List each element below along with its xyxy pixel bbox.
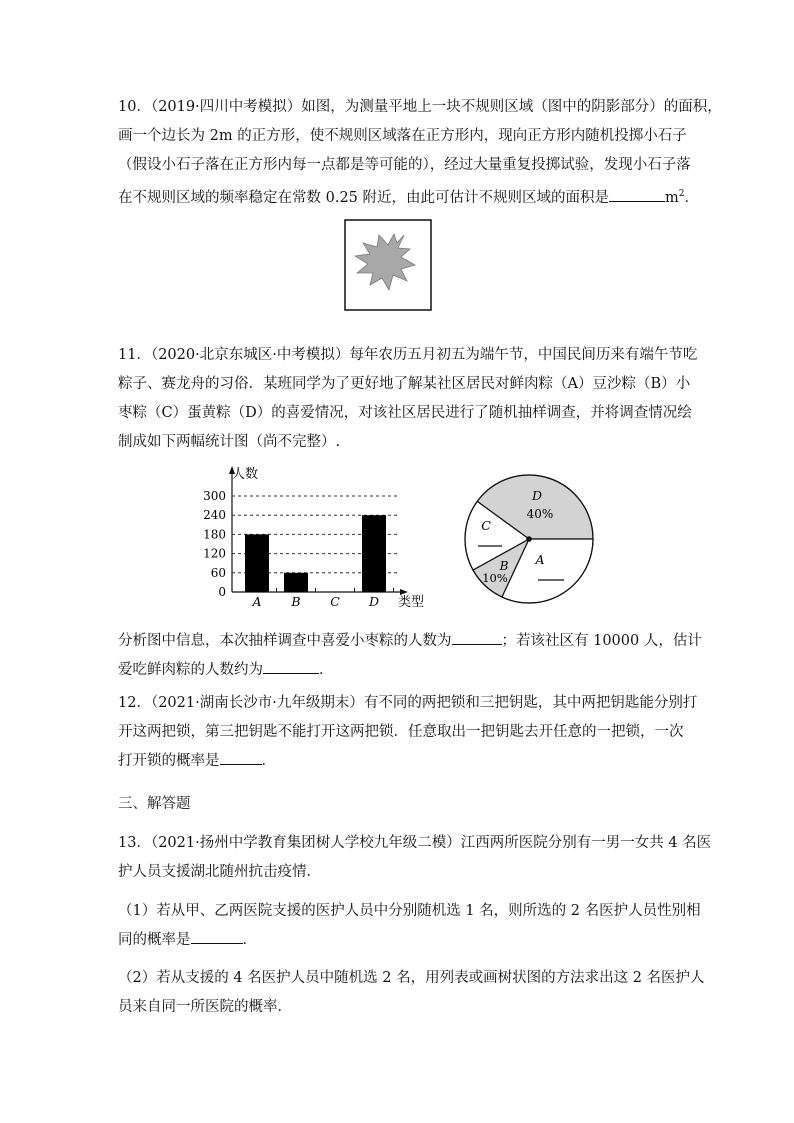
- q13-p2-line-1: （2）若从支援的 4 名医护人员中随机选 2 名，用列表或画树状图的方法求出这 2 名医护人: [118, 970, 705, 986]
- pie-center: [526, 536, 532, 542]
- q11-line-2: 粽子、赛龙舟的习俗．某班同学为了更好地了解某社区居民对鲜肉粽（A）豆沙粽（B）小: [118, 376, 691, 392]
- answer-blank: [263, 659, 319, 674]
- question-13: [118, 829, 712, 887]
- pie-label-d: D: [531, 488, 543, 503]
- pie-percent-d: 40%: [526, 507, 554, 521]
- x-tick-label: C: [330, 594, 340, 609]
- irregular-region-figure: [344, 219, 432, 311]
- q13-line-2: 护人员支援湖北随州抗击疫情．: [118, 864, 321, 880]
- q11-line-1: 11．（2020·北京东城区·中考模拟）每年农历五月初五为端午节，中国民间历来有端午节吃: [118, 347, 698, 363]
- y-tick-label: 300: [203, 489, 226, 503]
- question-13-part-1: [118, 897, 701, 955]
- pie-label-a: A: [535, 552, 545, 567]
- q13-line-1: 13．（2021·扬州中学教育集团树人学校九年级二模）江西两所医院分别有一男一女共 4 名医: [118, 835, 712, 851]
- q12-line-1: 12．（2021·湖南长沙市·九年级期末）有不同的两把锁和三把钥匙，其中两把钥匙能分别打: [118, 695, 698, 711]
- q10-line-3: （假设小石子落在正方形内每一点都是等可能的），经过大量重复投掷试验，发现小石子落: [118, 157, 691, 173]
- question-13-part-2: [118, 964, 705, 1022]
- q10-line-2: 画一个边长为 2m 的正方形，使不规则区域落在正方形内，现向正方形内随机投掷小石子: [118, 128, 687, 144]
- bar-b: [284, 573, 308, 592]
- question-10: [118, 93, 722, 213]
- y-tick-label: 120: [203, 546, 226, 561]
- q10-line-4: 在不规则区域的频率稳定在常数 0.25 附近，由此可估计不规则区域的面积是 $m^2$．: [118, 180, 684, 213]
- q11-after-line-1: 分析图中信息，本次抽样调查中喜爱小枣粽的人数为 ；若该社区有 10000 人，估计: [118, 627, 684, 656]
- x-tick-label: A: [252, 594, 262, 609]
- x-axis-label: 类型: [398, 595, 425, 610]
- y-tick-label: 0: [218, 585, 226, 599]
- q10-line-1: 10．（2019·四川中考模拟）如图，为测量平地上一块不规则区域（图中的阴影部分）的面积，: [118, 99, 722, 115]
- q11-line-4: 制成如下两幅统计图（尚不完整）.: [118, 434, 341, 450]
- answer-blank: [220, 750, 262, 765]
- q11-line-3: 枣粽（C）蛋黄粽（D）的喜爱情况，对该社区居民进行了随机抽样调查，并将调查情况绘: [118, 405, 692, 421]
- y-tick-label: 60: [210, 565, 226, 580]
- y-tick-label: 240: [203, 508, 226, 523]
- y-tick-label: 180: [203, 527, 226, 542]
- y-axis-label: 人数: [232, 467, 259, 482]
- pie-label-c: C: [481, 518, 491, 533]
- question-11-continued: [118, 627, 702, 685]
- pie-percent-b: 10%: [482, 571, 508, 585]
- q13-p1-line-1: （1）若从甲、乙两医院支援的医护人员中分别随机选 1 名，则所选的 2 名医护人员性别相: [118, 903, 701, 919]
- question-12: [118, 689, 698, 776]
- x-tick-label: D: [368, 594, 380, 609]
- bar-marks: [245, 515, 386, 592]
- q11-after-line-2: 爱吃鲜肉粽的人数约为 ．: [118, 656, 684, 685]
- question-11: [118, 341, 698, 457]
- pie-chart: [456, 466, 596, 606]
- q12-line-2: 开这两把锁，第三把钥匙不能打开这两把锁．任意取出一把钥匙去开任意的一把锁，一次: [118, 724, 684, 740]
- answer-blank: [191, 929, 243, 944]
- q12-line-3: 打开锁的概率是 ．: [118, 747, 684, 776]
- bar-d: [362, 515, 386, 592]
- bar-a: [245, 534, 269, 592]
- answer-blank: [609, 187, 665, 202]
- section-heading: 三、解答题: [118, 796, 191, 812]
- q13-p2-line-2: 员来自同一所医院的概率．: [118, 999, 292, 1015]
- q13-p1-line-2: 同的概率是 ．: [118, 926, 684, 955]
- pie-label-b: B: [499, 559, 509, 573]
- x-tick-label: B: [291, 594, 301, 609]
- bar-chart: [192, 462, 442, 612]
- answer-blank: [452, 630, 502, 645]
